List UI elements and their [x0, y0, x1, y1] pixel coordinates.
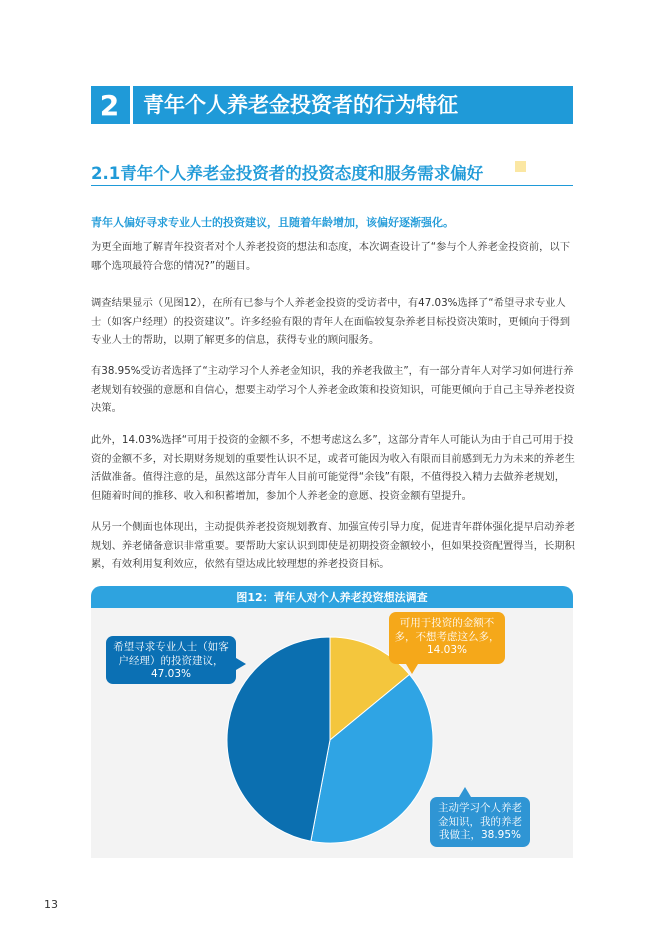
paragraph-1: 为更全面地了解青年投资者对个人养老投资的想法和态度，本次调查设计了“参与个人养老金投资前，以下哪个选项最符合您的情况?”的题目。	[91, 241, 570, 272]
chart-area	[91, 608, 573, 858]
paragraph-2: 调查结果显示（见图12），在所有已参与个人养老金投资的受访者中，有47.03%选择了“希望寻求专业人士（如客户经理）的投资建议”。许多经验有限的青年人在面临较复杂养老目标投资决策时，更倾向于得到专业人士的帮助，以期了解更多的信息，获得专业的顾问服务。	[91, 297, 570, 346]
callout-small-amount: 可用于投资的金额不多，不想考虑这么多，14.03%	[389, 612, 505, 664]
section-title: 2.1青年个人养老金投资者的投资态度和服务需求偏好	[91, 164, 484, 183]
paragraph-4: 此外，14.03%选择“可用于投资的金额不多，不想考虑这么多”，这部分青年人可能认为由于自己可用于投资的金额不多，对长期财务规划的重要性认识不足，或者可能因为收入有限而目前感到无力为未来的养老生活做准备。值得注意的是，虽然这部分青年人目前可能觉得“余钱”有限，不值得投入精力去做养老规划，但随着时间的推移、收入和积蓄增加，参加个人养老金的意愿、投资金额有望提升。	[91, 434, 575, 502]
paragraph-5: 从另一个侧面也体现出，主动提供养老投资规划教育、加强宣传引导力度，促进青年群体强化提早启动养老规划、养老储备意识非常重要。要帮助大家认识到即使是初期投资金额较小，但如果投资配置得当，长期积累，有效利用复利效应，依然有望达成比较理想的养老投资目标。	[91, 521, 575, 570]
callout-pointer	[406, 664, 418, 674]
paragraph-3: 有38.95%受访者选择了“主动学习个人养老金知识，我的养老我做主”，有一部分青年人对学习如何进行养老规划有较强的意愿和自信心，想要主动学习个人养老金政策和投资知识，可能更倾向于自己主导养老投资决策。	[91, 365, 575, 414]
callout-self-learning: 主动学习个人养老金知识，我的养老我做主，38.95%	[430, 797, 530, 847]
section-rule	[91, 185, 573, 186]
chapter-divider	[130, 86, 133, 124]
chapter-title: 青年个人养老金投资者的行为特征	[143, 93, 458, 117]
callout-pointer	[236, 658, 246, 670]
chapter-number: 2	[91, 86, 128, 124]
page-number: 13	[44, 898, 58, 911]
callout-pointer	[459, 787, 471, 797]
chart-title: 图12：青年人对个人养老投资想法调查	[91, 586, 573, 608]
section-accent	[515, 161, 526, 172]
callout-professional-advice: 希望寻求专业人士（如客户经理）的投资建议，47.03%	[106, 636, 236, 684]
lead-statement: 青年人偏好寻求专业人士的投资建议，且随着年龄增加，该偏好逐渐强化。	[91, 216, 454, 229]
